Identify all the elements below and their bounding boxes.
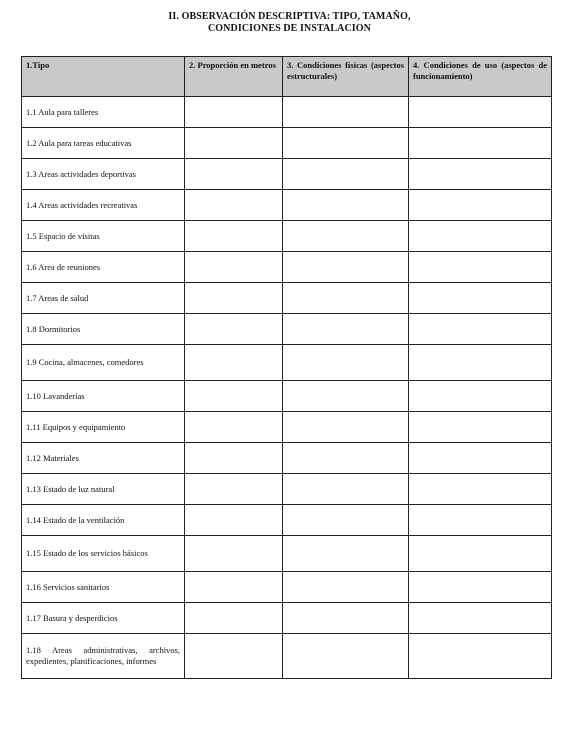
condiciones-uso-cell[interactable] bbox=[409, 345, 552, 381]
row-label: 1.9 Cocina, almacenes, comedores bbox=[22, 345, 185, 381]
row-label: 1.15 Estado de los servicios básicos bbox=[22, 536, 185, 572]
row-label: 1.10 Lavanderías bbox=[22, 381, 185, 412]
proporcion-cell[interactable] bbox=[185, 443, 283, 474]
row-label: 1.2 Aula para tareas educativas bbox=[22, 128, 185, 159]
table-row bbox=[22, 536, 552, 572]
condiciones-fisicas-cell[interactable] bbox=[283, 221, 409, 252]
row-label: 1.6 Area de reuniones bbox=[22, 252, 185, 283]
table-row bbox=[22, 634, 552, 679]
condiciones-uso-cell[interactable] bbox=[409, 443, 552, 474]
section-title bbox=[0, 11, 579, 35]
table-row bbox=[22, 283, 552, 314]
row-label: 1.3 Areas actividades deportivas bbox=[22, 159, 185, 190]
row-label: 1.4 Areas actividades recreativas bbox=[22, 190, 185, 221]
condiciones-uso-cell[interactable] bbox=[409, 252, 552, 283]
condiciones-uso-cell[interactable] bbox=[409, 536, 552, 572]
table-row bbox=[22, 221, 552, 252]
condiciones-fisicas-cell[interactable] bbox=[283, 603, 409, 634]
header-tipo: 1.Tipo bbox=[22, 57, 185, 97]
table-row bbox=[22, 190, 552, 221]
proporcion-cell[interactable] bbox=[185, 412, 283, 443]
condiciones-fisicas-cell[interactable] bbox=[283, 443, 409, 474]
proporcion-cell[interactable] bbox=[185, 252, 283, 283]
proporcion-cell[interactable] bbox=[185, 190, 283, 221]
proporcion-cell[interactable] bbox=[185, 221, 283, 252]
table-row bbox=[22, 443, 552, 474]
header-condiciones-uso: 4. Condiciones de uso (aspectos de funcionamiento) bbox=[409, 57, 552, 97]
proporcion-cell[interactable] bbox=[185, 128, 283, 159]
condiciones-uso-cell[interactable] bbox=[409, 190, 552, 221]
table-row bbox=[22, 314, 552, 345]
condiciones-uso-cell[interactable] bbox=[409, 412, 552, 443]
proporcion-cell[interactable] bbox=[185, 97, 283, 128]
table-row bbox=[22, 252, 552, 283]
condiciones-uso-cell[interactable] bbox=[409, 572, 552, 603]
condiciones-fisicas-cell[interactable] bbox=[283, 283, 409, 314]
table-row bbox=[22, 412, 552, 443]
condiciones-fisicas-cell[interactable] bbox=[283, 128, 409, 159]
table-header-row bbox=[22, 57, 552, 97]
condiciones-uso-cell[interactable] bbox=[409, 221, 552, 252]
proporcion-cell[interactable] bbox=[185, 474, 283, 505]
row-label: 1.13 Estado de luz natural bbox=[22, 474, 185, 505]
row-label: 1.17 Basura y desperdicios bbox=[22, 603, 185, 634]
proporcion-cell[interactable] bbox=[185, 572, 283, 603]
condiciones-uso-cell[interactable] bbox=[409, 314, 552, 345]
table-row bbox=[22, 159, 552, 190]
condiciones-uso-cell[interactable] bbox=[409, 128, 552, 159]
condiciones-uso-cell[interactable] bbox=[409, 159, 552, 190]
condiciones-fisicas-cell[interactable] bbox=[283, 97, 409, 128]
condiciones-fisicas-cell[interactable] bbox=[283, 345, 409, 381]
table-row bbox=[22, 474, 552, 505]
condiciones-fisicas-cell[interactable] bbox=[283, 412, 409, 443]
row-label: 1.16 Servicios sanitarios bbox=[22, 572, 185, 603]
condiciones-uso-cell[interactable] bbox=[409, 97, 552, 128]
table-row bbox=[22, 345, 552, 381]
table-row bbox=[22, 603, 552, 634]
proporcion-cell[interactable] bbox=[185, 345, 283, 381]
condiciones-fisicas-cell[interactable] bbox=[283, 252, 409, 283]
condiciones-fisicas-cell[interactable] bbox=[283, 505, 409, 536]
section-title-line-2: CONDICIONES DE INSTALACION bbox=[207, 23, 371, 34]
condiciones-fisicas-cell[interactable] bbox=[283, 634, 409, 679]
condiciones-fisicas-cell[interactable] bbox=[283, 381, 409, 412]
row-label: 1.12 Materiales bbox=[22, 443, 185, 474]
proporcion-cell[interactable] bbox=[185, 603, 283, 634]
proporcion-cell[interactable] bbox=[185, 536, 283, 572]
proporcion-cell[interactable] bbox=[185, 505, 283, 536]
proporcion-cell[interactable] bbox=[185, 314, 283, 345]
proporcion-cell[interactable] bbox=[185, 381, 283, 412]
condiciones-uso-cell[interactable] bbox=[409, 505, 552, 536]
condiciones-fisicas-cell[interactable] bbox=[283, 190, 409, 221]
condiciones-fisicas-cell[interactable] bbox=[283, 159, 409, 190]
proporcion-cell[interactable] bbox=[185, 283, 283, 314]
condiciones-uso-cell[interactable] bbox=[409, 634, 552, 679]
header-proporcion: 2. Proporción en metros bbox=[185, 57, 283, 97]
condiciones-uso-cell[interactable] bbox=[409, 381, 552, 412]
condiciones-uso-cell[interactable] bbox=[409, 603, 552, 634]
row-label: 1.7 Areas de salud bbox=[22, 283, 185, 314]
table-row bbox=[22, 381, 552, 412]
row-label: 1.11 Equipos y equipamiento bbox=[22, 412, 185, 443]
condiciones-uso-cell[interactable] bbox=[409, 474, 552, 505]
section-title-line-1: II. OBSERVACIÓN DESCRIPTIVA: TIPO, TAMAÑO, bbox=[168, 11, 411, 22]
observation-table bbox=[21, 56, 552, 679]
condiciones-fisicas-cell[interactable] bbox=[283, 572, 409, 603]
condiciones-uso-cell[interactable] bbox=[409, 283, 552, 314]
condiciones-fisicas-cell[interactable] bbox=[283, 314, 409, 345]
table-row bbox=[22, 128, 552, 159]
row-label: 1.1 Aula para talleres bbox=[22, 97, 185, 128]
table-row bbox=[22, 97, 552, 128]
table-row bbox=[22, 572, 552, 603]
row-label: 1.5 Espacio de visitas bbox=[22, 221, 185, 252]
row-label: 1.8 Dormitorios bbox=[22, 314, 185, 345]
row-label: 1.18 Areas administrativas, archivos, expedientes, planificaciones, informes bbox=[22, 634, 185, 679]
row-label: 1.14 Estado de la ventilación bbox=[22, 505, 185, 536]
table-row bbox=[22, 505, 552, 536]
proporcion-cell[interactable] bbox=[185, 634, 283, 679]
condiciones-fisicas-cell[interactable] bbox=[283, 474, 409, 505]
proporcion-cell[interactable] bbox=[185, 159, 283, 190]
header-condiciones-fisicas: 3. Condiciones físicas (aspectos estructurales) bbox=[283, 57, 409, 97]
condiciones-fisicas-cell[interactable] bbox=[283, 536, 409, 572]
